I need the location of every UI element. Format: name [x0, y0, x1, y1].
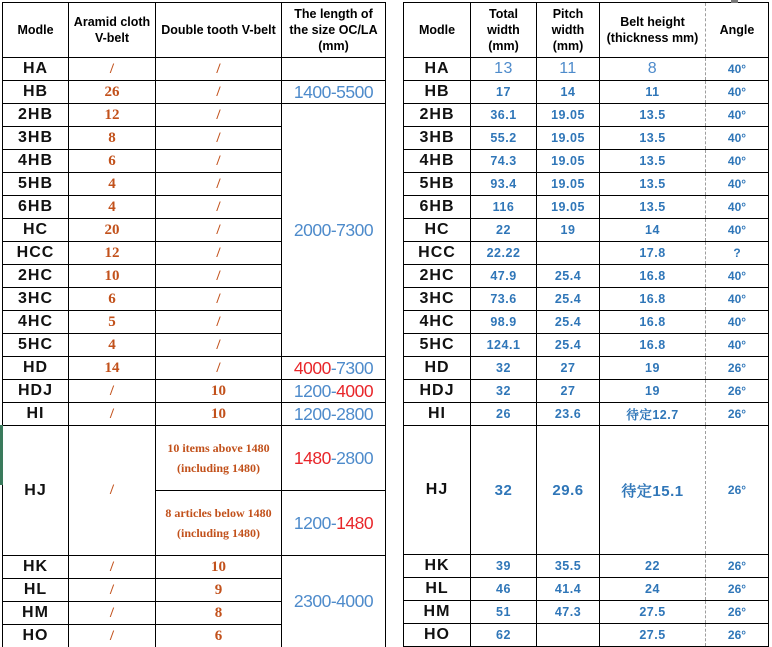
cell-belt-height[interactable]: 8	[600, 58, 706, 81]
cell-belt-height[interactable]: 14	[600, 219, 706, 242]
cell-angle[interactable]: 26°	[706, 601, 769, 624]
cell-total-width[interactable]: 32	[471, 357, 537, 380]
range-segment: -7300	[330, 357, 374, 378]
range-segment: 1400-5500	[293, 81, 374, 102]
cell-model[interactable]: 5HB	[404, 173, 471, 196]
column-header-angle[interactable]: Angle	[706, 3, 769, 58]
cell-pitch-width[interactable]: 29.6	[537, 426, 600, 555]
cell-aramid-count[interactable]: /	[69, 602, 156, 625]
cell-model[interactable]: HB	[404, 81, 471, 104]
cell-model[interactable]: HM	[404, 601, 471, 624]
table-row	[404, 555, 769, 578]
cell-aramid-count[interactable]: /	[69, 556, 156, 579]
cell-belt-height[interactable]: 19	[600, 380, 706, 403]
cell-angle[interactable]: 40°	[706, 288, 769, 311]
cell-model[interactable]: HK	[3, 556, 69, 579]
cell-total-width[interactable]: 55.2	[471, 127, 537, 150]
cell-angle[interactable]: 26°	[706, 357, 769, 380]
cell-model[interactable]: HCC	[404, 242, 471, 265]
cell-double-tooth-count[interactable]: 10 items above 1480 (including 1480)	[156, 426, 282, 491]
cell-angle[interactable]: 40°	[706, 127, 769, 150]
cell-model[interactable]: 4HB	[3, 150, 69, 173]
table-row	[404, 426, 769, 555]
cell-length-range[interactable]	[282, 357, 386, 380]
cell-double-tooth-count[interactable]: 6	[156, 625, 282, 647]
range-segment: 1200-	[293, 512, 337, 533]
cell-double-tooth-count[interactable]: /	[156, 334, 282, 357]
cell-length-range[interactable]	[282, 58, 386, 81]
table-row	[404, 403, 769, 426]
cell-angle[interactable]: 40°	[706, 104, 769, 127]
cell-pitch-width[interactable]: 35.5	[537, 555, 600, 578]
table-row	[404, 334, 769, 357]
cell-model[interactable]: HM	[3, 602, 69, 625]
cell-angle[interactable]: 26°	[706, 403, 769, 426]
table-row	[404, 380, 769, 403]
cell-double-tooth-count[interactable]: 10	[156, 556, 282, 579]
cell-model[interactable]: 2HC	[3, 265, 69, 288]
cell-pitch-width[interactable]: 25.4	[537, 288, 600, 311]
cell-pitch-width[interactable]: 25.4	[537, 334, 600, 357]
cell-belt-height[interactable]: 13.5	[600, 150, 706, 173]
column-header-model[interactable]: Modle	[3, 3, 69, 58]
cell-belt-height[interactable]: 17.8	[600, 242, 706, 265]
cell-pitch-width[interactable]: 47.3	[537, 601, 600, 624]
cell-length-range[interactable]	[282, 81, 386, 104]
range-segment: 2000-7300	[293, 219, 374, 240]
table-row	[3, 104, 386, 127]
cell-belt-height[interactable]: 待定12.7	[600, 403, 706, 426]
table-row	[404, 624, 769, 647]
cell-angle[interactable]: 26°	[706, 555, 769, 578]
cell-double-tooth-count[interactable]: /	[156, 242, 282, 265]
cell-model[interactable]: HO	[404, 624, 471, 647]
table-row	[404, 242, 769, 265]
cell-aramid-count[interactable]: /	[69, 426, 156, 556]
cell-angle[interactable]: ?	[706, 242, 769, 265]
cell-double-tooth-count[interactable]: /	[156, 104, 282, 127]
cell-pitch-width[interactable]: 23.6	[537, 403, 600, 426]
header-row	[404, 3, 769, 58]
table-row	[404, 578, 769, 601]
cell-model[interactable]: HD	[3, 357, 69, 380]
cell-belt-height[interactable]: 19	[600, 357, 706, 380]
cell-angle[interactable]: 40°	[706, 311, 769, 334]
cell-pitch-width[interactable]: 11	[537, 58, 600, 81]
cell-model[interactable]: HJ	[3, 426, 69, 556]
cell-total-width[interactable]: 26	[471, 403, 537, 426]
cell-total-width[interactable]: 51	[471, 601, 537, 624]
cell-angle[interactable]: 40°	[706, 219, 769, 242]
cell-total-width[interactable]: 98.9	[471, 311, 537, 334]
cell-aramid-count[interactable]: /	[69, 58, 156, 81]
table-row	[3, 556, 386, 579]
cell-aramid-count[interactable]: 12	[69, 242, 156, 265]
cell-total-width[interactable]: 17	[471, 81, 537, 104]
range-segment: 1480	[293, 447, 331, 468]
cell-pitch-width[interactable]	[537, 242, 600, 265]
cell-total-width[interactable]: 46	[471, 578, 537, 601]
cell-total-width[interactable]: 22.22	[471, 242, 537, 265]
cell-double-tooth-count[interactable]: /	[156, 357, 282, 380]
cell-model[interactable]: HO	[3, 625, 69, 647]
cell-pitch-width[interactable]: 19.05	[537, 127, 600, 150]
table-row	[404, 104, 769, 127]
cell-aramid-count[interactable]: 20	[69, 219, 156, 242]
table-row	[404, 58, 769, 81]
cell-length-range[interactable]	[282, 556, 386, 647]
cell-aramid-count[interactable]: 5	[69, 311, 156, 334]
table-row	[3, 357, 386, 380]
cell-aramid-count[interactable]: 14	[69, 357, 156, 380]
cell-belt-height[interactable]: 待定15.1	[600, 426, 706, 555]
cell-angle[interactable]: 40°	[706, 173, 769, 196]
right-belt-dimension-table	[403, 2, 769, 647]
range-segment: 2300-4000	[293, 591, 374, 611]
cell-model[interactable]: HD	[404, 357, 471, 380]
cell-model[interactable]: HI	[3, 403, 69, 426]
table-row	[404, 150, 769, 173]
column-header-total-width[interactable]: Total width (mm)	[471, 3, 537, 58]
cell-model[interactable]: HB	[3, 81, 69, 104]
cell-belt-height[interactable]: 24	[600, 578, 706, 601]
cell-angle[interactable]: 26°	[706, 624, 769, 647]
table-row	[3, 380, 386, 403]
table-row	[404, 357, 769, 380]
cell-double-tooth-count[interactable]: /	[156, 173, 282, 196]
cell-model[interactable]: 6HB	[404, 196, 471, 219]
cell-total-width[interactable]: 124.1	[471, 334, 537, 357]
cell-total-width[interactable]: 32	[471, 426, 537, 555]
cell-length-range[interactable]	[282, 426, 386, 491]
cell-belt-height[interactable]: 16.8	[600, 311, 706, 334]
selection-edge-green	[0, 425, 3, 485]
cell-model[interactable]: HC	[3, 219, 69, 242]
cell-pitch-width[interactable]: 41.4	[537, 578, 600, 601]
table-row	[3, 403, 386, 426]
cell-pitch-width[interactable]: 25.4	[537, 265, 600, 288]
column-header-belt-height[interactable]: Belt height (thickness mm)	[600, 3, 706, 58]
cell-double-tooth-count[interactable]: 10	[156, 403, 282, 426]
cell-belt-height[interactable]: 13.5	[600, 196, 706, 219]
cell-aramid-count[interactable]: 4	[69, 173, 156, 196]
table-row	[404, 219, 769, 242]
table-row	[3, 426, 386, 491]
header-row	[3, 3, 386, 58]
cell-double-tooth-count[interactable]: 8	[156, 602, 282, 625]
cell-model[interactable]: 2HC	[404, 265, 471, 288]
table-row	[3, 58, 386, 81]
cell-angle[interactable]: 26°	[706, 380, 769, 403]
cell-model[interactable]: 5HC	[404, 334, 471, 357]
cell-total-width[interactable]: 36.1	[471, 104, 537, 127]
cell-belt-height[interactable]: 13.5	[600, 104, 706, 127]
cell-aramid-count[interactable]: /	[69, 380, 156, 403]
cell-length-range[interactable]	[282, 491, 386, 556]
cell-length-range[interactable]	[282, 403, 386, 426]
cell-model[interactable]: HK	[404, 555, 471, 578]
table-row	[404, 265, 769, 288]
cell-pitch-width[interactable]: 27	[537, 380, 600, 403]
cell-angle[interactable]: 26°	[706, 578, 769, 601]
table-row	[404, 196, 769, 219]
cell-double-tooth-count[interactable]: /	[156, 58, 282, 81]
cell-total-width[interactable]: 47.9	[471, 265, 537, 288]
cell-total-width[interactable]: 93.4	[471, 173, 537, 196]
cell-aramid-count[interactable]: 4	[69, 334, 156, 357]
table-row	[404, 288, 769, 311]
cell-pitch-width[interactable]: 25.4	[537, 311, 600, 334]
cell-pitch-width[interactable]	[537, 624, 600, 647]
cell-aramid-count[interactable]: /	[69, 403, 156, 426]
cell-belt-height[interactable]: 27.5	[600, 601, 706, 624]
cell-length-range[interactable]	[282, 104, 386, 357]
cell-angle[interactable]: 26°	[706, 426, 769, 555]
cropped-text-artifact	[731, 0, 738, 3]
cell-total-width[interactable]: 39	[471, 555, 537, 578]
cell-total-width[interactable]: 62	[471, 624, 537, 647]
range-segment: 1200-	[293, 380, 337, 401]
cell-pitch-width[interactable]: 19.05	[537, 104, 600, 127]
cell-aramid-count[interactable]: /	[69, 625, 156, 647]
left-belt-spec-table	[2, 2, 386, 647]
cell-belt-height[interactable]: 22	[600, 555, 706, 578]
cell-belt-height[interactable]: 13.5	[600, 127, 706, 150]
table-row	[3, 81, 386, 104]
cell-double-tooth-count[interactable]: 8 articles below 1480 (including 1480)	[156, 491, 282, 556]
column-header-double-tooth-count[interactable]: Double tooth V-belt	[156, 3, 282, 58]
cell-model[interactable]: HCC	[3, 242, 69, 265]
cell-length-range[interactable]	[282, 380, 386, 403]
cell-aramid-count[interactable]: 8	[69, 127, 156, 150]
cell-model[interactable]: 2HB	[404, 104, 471, 127]
cell-angle[interactable]: 40°	[706, 265, 769, 288]
cell-belt-height[interactable]: 11	[600, 81, 706, 104]
column-header-model[interactable]: Modle	[404, 3, 471, 58]
table-row	[404, 601, 769, 624]
cell-pitch-width[interactable]: 19.05	[537, 173, 600, 196]
cell-total-width[interactable]: 32	[471, 380, 537, 403]
column-header-pitch-width[interactable]: Pitch width (mm)	[537, 3, 600, 58]
cell-model[interactable]: HL	[3, 579, 69, 602]
cell-angle[interactable]: 40°	[706, 334, 769, 357]
table-row	[404, 81, 769, 104]
cell-aramid-count[interactable]: 6	[69, 288, 156, 311]
cell-total-width[interactable]: 22	[471, 219, 537, 242]
cell-total-width[interactable]: 74.3	[471, 150, 537, 173]
cell-aramid-count[interactable]: /	[69, 579, 156, 602]
range-segment: 4000	[336, 380, 374, 401]
cell-double-tooth-count[interactable]: /	[156, 311, 282, 334]
cell-double-tooth-count[interactable]: 9	[156, 579, 282, 602]
table-row	[404, 173, 769, 196]
cell-model[interactable]: 4HC	[404, 311, 471, 334]
cell-belt-height[interactable]: 16.8	[600, 265, 706, 288]
cell-model[interactable]: HDJ	[404, 380, 471, 403]
cell-aramid-count[interactable]: 26	[69, 81, 156, 104]
cell-aramid-count[interactable]: 4	[69, 196, 156, 219]
cell-pitch-width[interactable]: 19.05	[537, 150, 600, 173]
cell-model[interactable]: 3HB	[404, 127, 471, 150]
cell-pitch-width[interactable]: 14	[537, 81, 600, 104]
cell-total-width[interactable]: 116	[471, 196, 537, 219]
range-segment: -2800	[330, 447, 374, 468]
cell-double-tooth-count[interactable]: 10	[156, 380, 282, 403]
cell-aramid-count[interactable]: 6	[69, 150, 156, 173]
cell-model[interactable]: HA	[404, 58, 471, 81]
cell-pitch-width[interactable]: 27	[537, 357, 600, 380]
cell-model[interactable]: 3HC	[3, 288, 69, 311]
cell-model[interactable]: HL	[404, 578, 471, 601]
cell-double-tooth-count[interactable]: /	[156, 81, 282, 104]
cell-angle[interactable]: 40°	[706, 58, 769, 81]
cell-aramid-count[interactable]: 12	[69, 104, 156, 127]
cell-model[interactable]: 6HB	[3, 196, 69, 219]
cell-pitch-width[interactable]: 19.05	[537, 196, 600, 219]
cell-model[interactable]: 5HC	[3, 334, 69, 357]
cell-aramid-count[interactable]: 10	[69, 265, 156, 288]
cell-belt-height[interactable]: 16.8	[600, 334, 706, 357]
cell-model[interactable]: 3HC	[404, 288, 471, 311]
cell-angle[interactable]: 40°	[706, 150, 769, 173]
cell-angle[interactable]: 40°	[706, 81, 769, 104]
cell-model[interactable]: HC	[404, 219, 471, 242]
cell-double-tooth-count[interactable]: /	[156, 150, 282, 173]
cell-model[interactable]: 2HB	[3, 104, 69, 127]
cell-model[interactable]: 5HB	[3, 173, 69, 196]
cell-model[interactable]: HA	[3, 58, 69, 81]
range-segment: 1480	[336, 512, 374, 533]
column-header-length-range[interactable]: The length of the size OC/LA (mm)	[282, 3, 386, 58]
column-header-aramid-count[interactable]: Aramid cloth V-belt	[69, 3, 156, 58]
cell-angle[interactable]: 40°	[706, 196, 769, 219]
cell-model[interactable]: HI	[404, 403, 471, 426]
cell-total-width[interactable]: 13	[471, 58, 537, 81]
cell-model[interactable]: 4HB	[404, 150, 471, 173]
cell-total-width[interactable]: 73.6	[471, 288, 537, 311]
cell-belt-height[interactable]: 13.5	[600, 173, 706, 196]
range-segment: 1200-2800	[293, 403, 374, 424]
table-row	[404, 127, 769, 150]
cell-model[interactable]: HJ	[404, 426, 471, 555]
cell-model[interactable]: HDJ	[3, 380, 69, 403]
cell-pitch-width[interactable]: 19	[537, 219, 600, 242]
cell-double-tooth-count[interactable]: /	[156, 265, 282, 288]
cell-model[interactable]: 3HB	[3, 127, 69, 150]
table-row	[404, 311, 769, 334]
cell-double-tooth-count[interactable]: /	[156, 127, 282, 150]
cell-model[interactable]: 4HC	[3, 311, 69, 334]
cell-double-tooth-count[interactable]: /	[156, 219, 282, 242]
range-segment: 4000	[293, 357, 331, 378]
cell-double-tooth-count[interactable]: /	[156, 288, 282, 311]
cell-belt-height[interactable]: 27.5	[600, 624, 706, 647]
cell-belt-height[interactable]: 16.8	[600, 288, 706, 311]
cell-double-tooth-count[interactable]: /	[156, 196, 282, 219]
